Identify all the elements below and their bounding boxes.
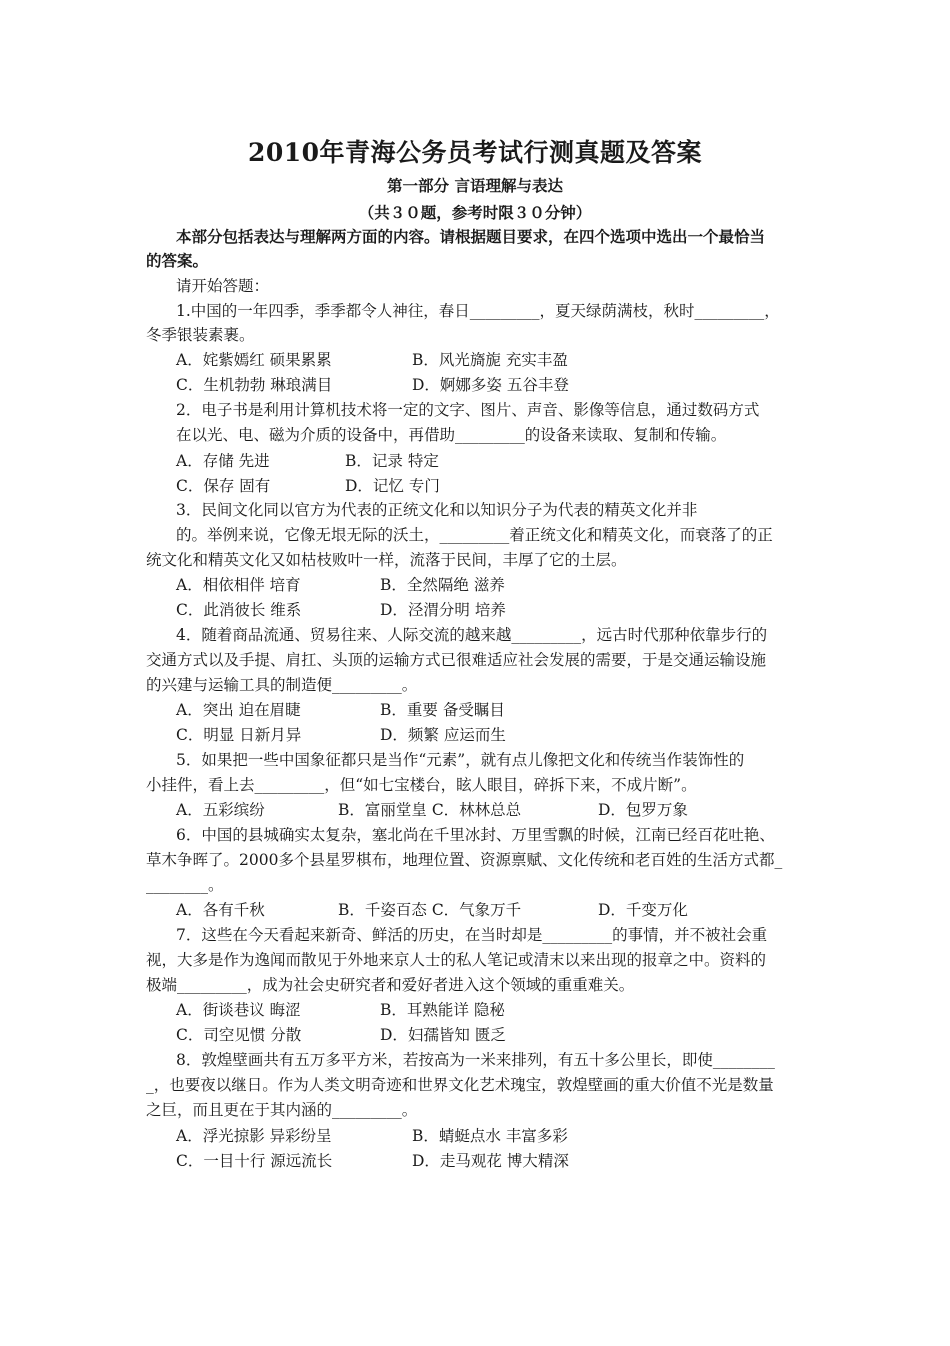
question-3-option-c: C．此消彼长 维系 [176, 601, 302, 619]
part-info: （共３０题，参考时限３０分钟） [358, 203, 592, 222]
question-7-text-cont2: 极端_________，成为社会史研究者和爱好者进入这个领域的重重难关。 [146, 976, 635, 994]
question-7-text: 7．这些在今天看起来新奇、鲜活的历史，在当时却是_________的事情，并不被社会重 [176, 926, 768, 944]
question-4-option-d: D．频繁 应运而生 [380, 726, 506, 744]
question-3-text: 3．民间文化同以官方为代表的正统文化和以知识分子为代表的精英文化并非 [176, 501, 698, 519]
question-7-option-a: A．街谈巷议 晦涩 [176, 1001, 301, 1019]
question-3-option-a: A．相依相伴 培育 [176, 576, 301, 594]
question-2-option-b: B．记录 特定 [345, 452, 439, 470]
question-2-text-cont: 在以光、电、磁为介质的设备中，再借助_________的设备来读取、复制和传输。 [176, 426, 727, 444]
question-3-text-cont2: 统文化和精英文化又如枯枝败叶一样，流落于民间，丰厚了它的土层。 [146, 551, 627, 569]
question-3-option-b: B．全然隔绝 滋养 [380, 576, 505, 594]
part-heading: 第一部分 言语理解与表达 [387, 176, 563, 195]
question-1-text: 1.中国的一年四季，季季都令人神往，春日_________，夏天绿荫满枝，秋时_________， [176, 302, 780, 320]
question-8-text-cont2: 之巨，而且更在于其内涵的_________。 [146, 1101, 418, 1119]
question-1-option-c: C．生机勃勃 琳琅满目 [176, 376, 333, 394]
question-8-option-d: D．走马观花 博大精深 [412, 1152, 569, 1170]
question-6-text-cont: 草木争晖了。2000多个县星罗棋布，地理位置、资源禀赋、文化传统和老百姓的生活方式都_ [146, 851, 783, 869]
question-4-option-b: B．重要 备受瞩目 [380, 701, 505, 719]
question-5-option-b-c: B．富丽堂皇 C．林林总总 [338, 801, 522, 819]
question-7-option-b: B．耳熟能详 隐秘 [380, 1001, 505, 1019]
question-8-option-b: B．蜻蜓点水 丰富多彩 [412, 1127, 568, 1145]
question-7-text-cont: 视，大多是作为逸闻而散见于外地来京人士的私人笔记或清末以来出现的报章之中。资料的 [146, 951, 767, 969]
question-8-text: 8．敦煌壁画共有五万多平方米，若按高为一米来排列，有五十多公里长，即使________ [176, 1051, 775, 1069]
question-3-option-d: D．泾渭分明 培养 [380, 601, 506, 619]
question-6-text: 6．中国的县城确实太复杂，塞北尚在千里冰封、万里雪飘的时候，江南已经百花吐艳、 [176, 826, 775, 844]
question-8-option-a: A．浮光掠影 异彩纷呈 [176, 1127, 332, 1145]
question-1-option-a: A．姹紫嫣红 硕果累累 [176, 351, 332, 369]
question-1-option-d: D．婀娜多姿 五谷丰登 [412, 376, 569, 394]
question-8-text-cont: _，也要夜以继日。作为人类文明奇迹和世界文化艺术瑰宝，敦煌壁画的重大价值不光是数量 [146, 1076, 774, 1094]
question-8-option-c: C．一目十行 源远流长 [176, 1152, 333, 1170]
question-4-text: 4．随着商品流通、贸易往来、人际交流的越来越_________，远古时代那种依靠步行的 [176, 626, 768, 644]
question-4-text-cont2: 的兴建与运输工具的制造便_________。 [146, 676, 418, 694]
question-3-text-cont: 的。举例来说，它像无垠无际的沃土，_________着正统文化和精英文化，而衰落了的正 [176, 526, 773, 544]
question-7-option-c: C．司空见惯 分散 [176, 1026, 302, 1044]
question-4-option-a: A．突出 迫在眉睫 [176, 701, 301, 719]
question-5-text: 5．如果把一些中国象征都只是当作“元素”，就有点儿像把文化和传统当作装饰性的 [176, 751, 745, 769]
question-5-text-cont: 小挂件，看上去_________，但“如七宝楼台，眩人眼目，碎拆下来，不成片断”。 [146, 776, 697, 794]
question-2-text: 2．电子书是利用计算机技术将一定的文字、图片、声音、影像等信息，通过数码方式 [176, 401, 760, 419]
start-prompt: 请开始答题： [176, 277, 270, 295]
intro-text-cont: 的答案。 [146, 251, 209, 270]
document-title: 2010年青海公务员考试行测真题及答案 [247, 138, 703, 167]
intro-text: 本部分包括表达与理解两方面的内容。请根据题目要求，在四个选项中选出一个最恰当 [176, 227, 766, 246]
question-4-option-c: C．明显 日新月异 [176, 726, 302, 744]
question-1-text-cont: 冬季银装素裹。 [146, 326, 255, 344]
question-6-option-b-c: B．千姿百态 C．气象万千 [338, 901, 522, 919]
question-6-option-d: D．千变万化 [598, 901, 688, 919]
question-2-option-a: A．存储 先进 [176, 452, 270, 470]
question-5-option-a: A．五彩缤纷 [176, 801, 265, 819]
question-6-text-cont2: ________。 [146, 876, 224, 894]
question-4-text-cont: 交通方式以及手提、肩扛、头顶的运输方式已很难适应社会发展的需要，于是交通运输设施 [146, 651, 767, 669]
question-1-option-b: B．风光旖旎 充实丰盈 [412, 351, 568, 369]
question-2-option-d: D．记忆 专门 [345, 477, 440, 495]
question-2-option-c: C．保存 固有 [176, 477, 271, 495]
question-6-option-a: A．各有千秋 [176, 901, 265, 919]
question-7-option-d: D．妇孺皆知 匮乏 [380, 1026, 506, 1044]
question-5-option-d: D．包罗万象 [598, 801, 688, 819]
